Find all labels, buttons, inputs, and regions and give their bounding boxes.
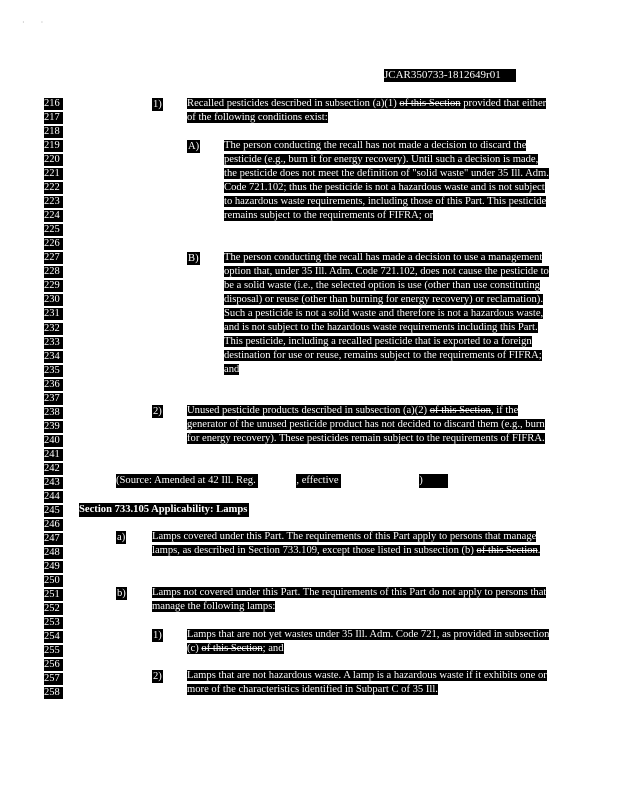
paragraph-item-2: Unused pesticide products described in subsection (a)(2) of this Section, if the generator of the unused pesticide product has not decided to discard them (e.g., burn for energy recovery). These pesticides remain subject to the requirements of FIFRA.	[187, 405, 545, 444]
line-number: 219	[44, 140, 63, 152]
item-label: B)	[188, 253, 199, 264]
line-number: 246	[44, 519, 63, 531]
line-number: 256	[44, 659, 63, 671]
line-number: 222	[44, 182, 63, 194]
line-number: 248	[44, 547, 63, 559]
line-number: 217	[44, 112, 63, 124]
paragraph-item-a: Lamps covered under this Part. The requirements of this Part apply to persons that manage lamps, as described in Section 733.109, except those listed in subsection (b) of this Section.	[152, 531, 541, 556]
line-number: 235	[44, 365, 63, 377]
line-number: 255	[44, 645, 63, 657]
line-number: 220	[44, 154, 63, 166]
section-heading: Section 733.105 Applicability: Lamps	[79, 504, 248, 515]
item-label: 2)	[153, 406, 162, 417]
line-number: 245	[44, 505, 63, 517]
line-number: 239	[44, 421, 63, 433]
item-label: 2)	[153, 671, 162, 682]
paragraph-item-1: Recalled pesticides described in subsection (a)(1) of this Section provided that either of the following conditions exist:	[187, 98, 547, 123]
line-number: 250	[44, 575, 63, 587]
line-number: 249	[44, 561, 63, 573]
line-number: 223	[44, 196, 63, 208]
paragraph-item-b1: Lamps that are not yet wastes under 35 Ill. Adm. Code 721, as provided in subsection (c) of this Section; and	[187, 629, 550, 654]
item-label: 1)	[153, 630, 162, 641]
document-id: JCAR350733-1812649r01	[384, 69, 516, 82]
line-number: 237	[44, 393, 63, 405]
line-number: 224	[44, 210, 63, 222]
paragraph-item-1b: The person conducting the recall has made a decision to use a management option that, under 35 Ill. Adm. Code 721.102, does not cause the pesticide to be a solid waste (i.e., the selected option is use (other than use constituting disposal) or reuse (other than burning for energy recovery) or reclamation). Such a pesticide is not a solid waste and therefore is not a hazardous waste, and is not subject to the hazardous waste requirements including this Part. This pesticide, including a recalled pesticide that is exported to a foreign destination for use or reuse, remains subject to the requirements of FIFRA; and	[224, 252, 549, 375]
source-note: (Source: Amended at 42 Ill. Reg. , effective )	[116, 474, 448, 488]
line-number: 252	[44, 603, 63, 615]
item-label: a)	[117, 532, 126, 543]
line-number: 225	[44, 224, 63, 236]
line-number: 216	[44, 98, 63, 110]
line-number: 257	[44, 673, 63, 685]
line-number: 247	[44, 533, 63, 545]
item-label: A)	[188, 141, 200, 152]
line-number: 251	[44, 589, 63, 601]
line-number: 226	[44, 238, 63, 250]
line-number: 240	[44, 435, 63, 447]
line-number: 230	[44, 294, 63, 306]
line-number: 258	[44, 687, 63, 699]
scan-speck: · ·	[22, 18, 44, 27]
line-number: 231	[44, 308, 63, 320]
item-label: 1)	[153, 99, 162, 110]
paragraph-item-b2: Lamps that are not hazardous waste. A lamp is a hazardous waste if it exhibits one or more of the characteristics identified in Subpart C of 35 Ill.	[187, 670, 547, 695]
line-number: 242	[44, 463, 63, 475]
line-number: 243	[44, 477, 63, 489]
line-number: 244	[44, 491, 63, 503]
paragraph-item-b: Lamps not covered under this Part. The requirements of this Part do not apply to persons that manage the following lamps:	[152, 587, 547, 612]
line-number: 253	[44, 617, 63, 629]
line-number: 233	[44, 337, 63, 349]
line-number: 229	[44, 280, 63, 292]
line-number: 254	[44, 631, 63, 643]
line-number: 232	[44, 323, 63, 335]
item-label: b)	[117, 588, 126, 599]
line-number: 236	[44, 379, 63, 391]
line-number: 238	[44, 407, 63, 419]
line-number: 221	[44, 168, 63, 180]
line-number: 241	[44, 449, 63, 461]
line-number: 228	[44, 266, 63, 278]
paragraph-item-1a: The person conducting the recall has not made a decision to discard the pesticide (e.g., burn it for energy recovery). Until such a decision is made, the pesticide does not meet the definition of "solid waste" under 35 Ill. Adm. Code 721.102; thus the pesticide is not a hazardous waste and is not subject to hazardous waste requirements, including those of this Part. This pesticide remains subject to the requirements of FIFRA; or	[224, 140, 549, 221]
line-number: 234	[44, 351, 63, 363]
line-number: 227	[44, 252, 63, 264]
line-number: 218	[44, 126, 63, 138]
